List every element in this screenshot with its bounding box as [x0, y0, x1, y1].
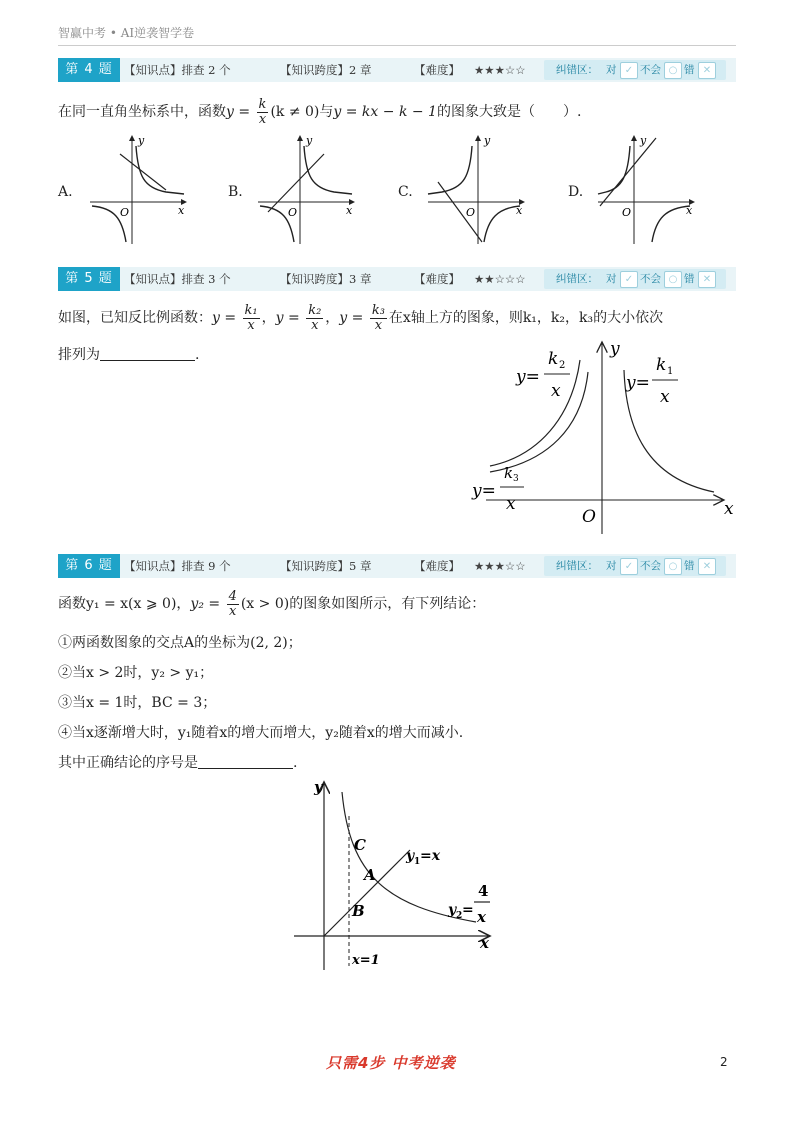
svg-text:x: x [506, 494, 516, 514]
q5-difficulty-stars: ★★☆☆☆ [474, 272, 526, 286]
unsure-checkbox[interactable]: ○ [664, 271, 682, 288]
unsure-label: 不会 [640, 273, 661, 285]
svg-text:y=: y= [516, 367, 540, 387]
wrong-box-label: 纠错区： [556, 273, 598, 285]
q5-label-k3 [471, 464, 524, 514]
q5-stem-c: 排列为 [58, 347, 100, 363]
q6-label-y1 [405, 848, 441, 867]
q5-f3-fraction: $\frac{\text{k₃}}{x}$ [371, 303, 385, 333]
q4-stem-fraction: $\frac{k}{x}$ [258, 97, 267, 127]
q6-conclusion-1: ①两函数图象的交点A的坐标为(2, 2)； [58, 635, 302, 651]
unsure-checkbox[interactable]: ○ [664, 62, 682, 79]
q4-graph-d [594, 132, 698, 248]
q4-option-c[interactable]: C. [398, 184, 413, 200]
q4-difficulty-label: 【难度】 [414, 63, 460, 77]
svg-text:1: 1 [414, 857, 421, 867]
svg-text:4: 4 [478, 882, 489, 900]
graph-label-x: x [516, 204, 523, 217]
right-checkbox[interactable]: ✓ [620, 558, 638, 575]
q6-line-x1-label: x=1 [352, 953, 380, 968]
wrong-label: 错 [684, 64, 695, 76]
q6-point-a: A [364, 866, 376, 884]
svg-text:1: 1 [667, 366, 674, 377]
graph-label-origin: O [622, 206, 632, 219]
q4-stem [58, 98, 581, 126]
wrong-box-label: 纠错区： [556, 560, 598, 572]
svg-text:k: k [656, 355, 667, 375]
q6-label-y2 [447, 882, 490, 926]
svg-text:=x: =x [420, 848, 441, 864]
q4-wrong-box [544, 60, 726, 80]
q6-span: 【知识跨度】5 章 [280, 559, 372, 573]
question-4-number: 第 4 题 [58, 58, 120, 82]
graph-label-x: x [346, 204, 353, 217]
question-4-bar [58, 58, 736, 82]
right-checkbox[interactable]: ✓ [620, 271, 638, 288]
svg-text:x: x [551, 381, 561, 401]
q5-label-k2 [515, 349, 570, 401]
q6-difficulty-label: 【难度】 [414, 559, 460, 573]
q4-option-a[interactable]: A. [58, 184, 73, 200]
unsure-checkbox[interactable]: ○ [664, 558, 682, 575]
svg-text:k: k [504, 464, 514, 482]
graph-label-y: y [484, 134, 491, 147]
right-label: 对 [606, 273, 617, 285]
q6-x-axis-label: x [480, 934, 489, 952]
q4-stem-eq2: y = kx − k − 1 [333, 104, 437, 121]
wrong-checkbox[interactable]: ✕ [698, 271, 716, 288]
question-5-bar [58, 267, 736, 291]
q4-stem-post: 的图象大致是（ ）. [436, 104, 582, 121]
q5-x-axis-label: x [724, 499, 734, 519]
unsure-label: 不会 [640, 64, 661, 76]
q4-option-b[interactable]: B. [228, 184, 243, 200]
svg-text:2: 2 [559, 360, 566, 371]
wrong-label: 错 [684, 560, 695, 572]
q5-stem-line1: 如图，已知反比例函数：y = $\frac{\text{k₁}}{x}$ ，y = $\frac{\text{k₂}}{x}$ ，y = $\frac{\text{k₃}}{x}$ 在x轴上方的图象，则k₁，k₂，k₃的大小依次 [58, 303, 664, 333]
svg-text:=: = [462, 902, 474, 918]
graph-label-x: x [686, 204, 693, 217]
graph-label-x: x [178, 204, 185, 217]
q5-f1-fraction: $\frac{\text{k₁}}{x}$ [244, 303, 258, 333]
svg-text:x: x [477, 908, 486, 926]
q5-origin-label: O [582, 507, 596, 527]
q5-wrong-box [544, 269, 726, 289]
graph-label-origin: O [120, 206, 130, 219]
svg-text:k: k [548, 349, 559, 369]
q4-difficulty-stars: ★★★☆☆ [474, 63, 526, 77]
wrong-box-label: 纠错区： [556, 64, 598, 76]
svg-text:y=: y= [472, 481, 496, 501]
q6-figure [290, 776, 510, 972]
q4-graph-c [424, 132, 528, 248]
q6-answer-blank[interactable] [198, 754, 293, 769]
svg-text:2: 2 [456, 911, 463, 921]
wrong-checkbox[interactable]: ✕ [698, 62, 716, 79]
q6-ask: 其中正确结论的序号是 . [58, 755, 298, 771]
right-label: 对 [606, 64, 617, 76]
q5-span: 【知识跨度】3 章 [280, 272, 372, 286]
page-number: 2 [720, 1055, 728, 1069]
q4-span: 【知识跨度】2 章 [280, 63, 372, 77]
svg-text:y=: y= [626, 373, 650, 393]
q4-graph-b [254, 132, 358, 248]
right-checkbox[interactable]: ✓ [620, 62, 638, 79]
graph-label-y: y [138, 134, 145, 147]
q5-stem-b: 在x轴上方的图象，则k₁，k₂，k₃的大小依次 [388, 310, 664, 327]
q5-figure [468, 338, 740, 538]
q4-stem-lhs: y = [226, 104, 251, 121]
q4-graph-a [86, 132, 190, 248]
svg-text:y: y [448, 902, 457, 918]
q5-f2-fraction: $\frac{\text{k₂}}{x}$ [308, 303, 322, 333]
q6-point-c: C [354, 836, 366, 854]
q6-stem-a: 函数y₁ = x(x ⩾ 0)， [58, 596, 191, 613]
right-label: 对 [606, 560, 617, 572]
q6-ask-text: 其中正确结论的序号是 [58, 755, 198, 771]
q5-y-axis-label: y [610, 339, 620, 359]
q6-stem-fraction: $\frac{4}{x}$ [228, 589, 237, 619]
question-6-number: 第 6 题 [58, 554, 120, 578]
q6-knowledge: 【知识点】排查 9 个 [124, 559, 231, 573]
q4-knowledge: 【知识点】排查 2 个 [124, 63, 231, 77]
header-divider [58, 45, 736, 46]
q6-conclusion-3: ③当x = 1时，BC = 3； [58, 695, 217, 711]
graph-label-y: y [306, 134, 313, 147]
q5-knowledge: 【知识点】排查 3 个 [124, 272, 231, 286]
q4-option-d[interactable]: D. [568, 184, 584, 200]
q5-stem-line2: 排列为 . [58, 347, 200, 363]
q5-label-k1 [625, 355, 678, 407]
question-6-bar [58, 554, 736, 578]
footer-logo: 只需4步 中考逆袭 [326, 1054, 456, 1072]
svg-text:x: x [660, 387, 670, 407]
svg-text:3: 3 [513, 474, 519, 484]
graph-label-y: y [640, 134, 647, 147]
graph-label-origin: O [466, 206, 476, 219]
question-5-number: 第 5 题 [58, 267, 120, 291]
q6-stem: 函数y₁ = x(x ⩾ 0)，y₂ = $\frac{4}{x}$ (x > 0)的图象如图所示，有下列结论： [58, 589, 486, 619]
q5-stem-a: 如图，已知反比例函数： [58, 310, 212, 327]
q6-point-b: B [352, 902, 365, 920]
q6-y-axis-label: y [314, 778, 323, 796]
q6-conclusion-2: ②当x > 2时，y₂ > y₁； [58, 665, 214, 681]
q5-difficulty-label: 【难度】 [414, 272, 460, 286]
q6-stem-b: (x > 0)的图象如图所示，有下列结论： [240, 596, 486, 613]
q4-stem-pre: 在同一直角坐标系中，函数 [58, 104, 226, 121]
q5-answer-blank[interactable] [100, 346, 195, 361]
unsure-label: 不会 [640, 560, 661, 572]
graph-label-origin: O [288, 206, 298, 219]
q6-wrong-box [544, 556, 726, 576]
wrong-label: 错 [684, 273, 695, 285]
q6-conclusion-4: ④当x逐渐增大时，y₁随着x的增大而增大，y₂随着x的增大而减小. [58, 725, 464, 741]
q6-difficulty-stars: ★★★☆☆ [474, 559, 526, 573]
svg-text:y: y [406, 848, 415, 864]
q4-stem-mid: (k ≠ 0)与 [270, 104, 334, 121]
wrong-checkbox[interactable]: ✕ [698, 558, 716, 575]
header-title: 智赢中考 • AI逆袭智学卷 [58, 26, 195, 40]
